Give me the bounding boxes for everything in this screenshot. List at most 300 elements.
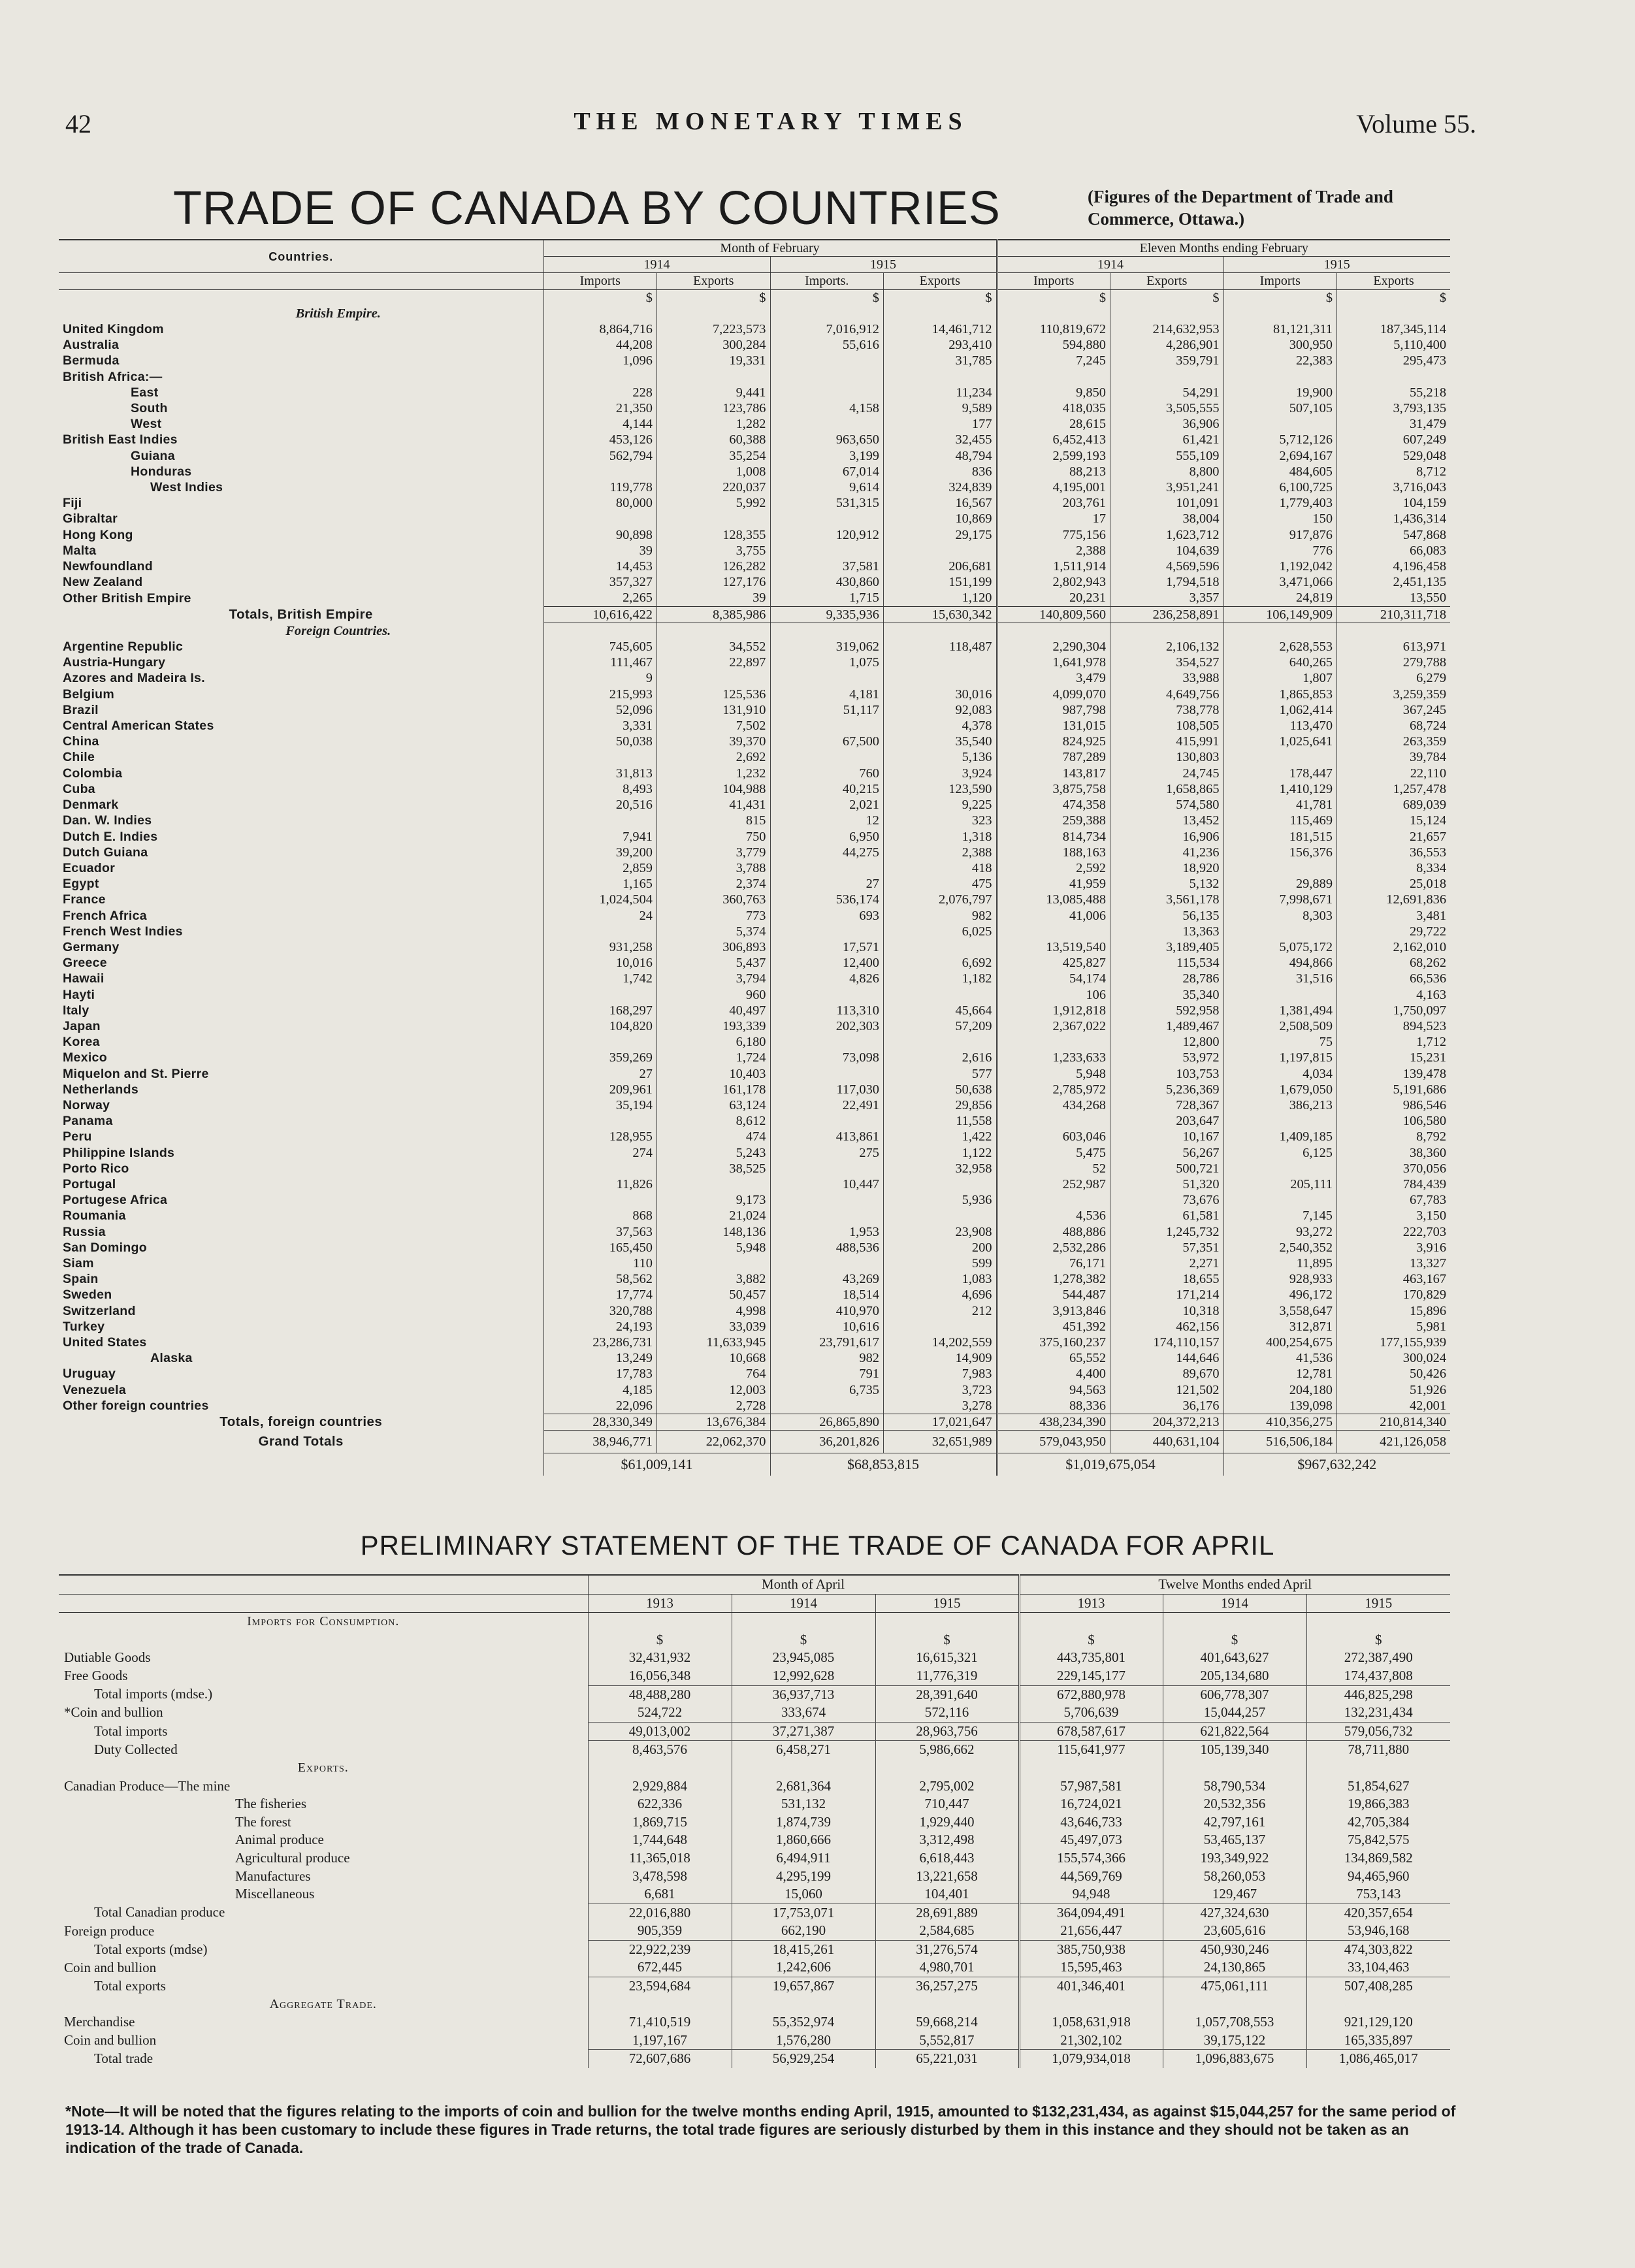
value-cell: 1,192,042 <box>1223 559 1337 574</box>
row-label: Animal produce <box>235 1832 324 1848</box>
table-row <box>59 1066 1450 1082</box>
value-cell: 35,540 <box>884 734 997 749</box>
value-cell <box>770 718 884 734</box>
value-cell: 367,245 <box>1337 702 1451 718</box>
year-header: 1913 <box>588 1594 732 1613</box>
row-label: Total imports <box>94 1723 168 1739</box>
value-cell: 17,571 <box>770 939 884 955</box>
value-cell: 462,156 <box>1110 1319 1224 1335</box>
value-cell: 18,655 <box>1110 1271 1224 1287</box>
row-label: Coin and bullion <box>64 2032 157 2049</box>
unit-cell: $ <box>997 289 1110 306</box>
value-cell: 370,056 <box>1337 1161 1451 1176</box>
value-cell: 8,463,576 <box>588 1741 732 1759</box>
value-cell: 22,922,239 <box>588 1940 732 1958</box>
value-cell: 386,213 <box>1223 1097 1337 1113</box>
value-cell: 23,594,684 <box>588 1977 732 1996</box>
year-header: 1915 <box>770 257 997 273</box>
value-cell: 1,075 <box>770 655 884 670</box>
value-cell: 531,132 <box>732 1795 875 1813</box>
empty-cell <box>1019 1613 1163 1631</box>
country-name: Other foreign countries <box>63 1399 209 1414</box>
value-cell: 37,563 <box>543 1224 657 1240</box>
value-cell: 10,016 <box>543 955 657 971</box>
value-cell: 662,190 <box>732 1922 875 1940</box>
value-cell: 14,202,559 <box>884 1335 997 1350</box>
value-cell <box>770 670 884 686</box>
value-cell: 274 <box>543 1145 657 1161</box>
value-cell: 13,550 <box>1337 590 1451 606</box>
value-cell: 1,083 <box>884 1271 997 1287</box>
country-name: Chile <box>63 750 95 765</box>
value-cell: 8,303 <box>1223 908 1337 924</box>
value-cell: 24 <box>543 908 657 924</box>
value-cell <box>770 1113 884 1129</box>
table-row <box>59 1667 1450 1685</box>
value-cell: 53,972 <box>1110 1050 1224 1065</box>
country-name: Norway <box>63 1097 110 1112</box>
value-cell: 41,959 <box>997 876 1110 892</box>
country-name: Dan. W. Indies <box>63 813 152 828</box>
value-cell: 51,320 <box>1110 1176 1224 1192</box>
unit-cell: $ <box>657 289 771 306</box>
empty-cell <box>1306 1996 1450 2014</box>
value-cell: 33,104,463 <box>1306 1958 1450 1977</box>
value-cell: 12,800 <box>1110 1034 1224 1050</box>
value-cell: 22,897 <box>657 655 771 670</box>
value-cell: 36,553 <box>1337 845 1451 860</box>
country-name: Denmark <box>63 798 119 813</box>
value-cell: 168,297 <box>543 1003 657 1018</box>
value-cell: 32,958 <box>884 1161 997 1176</box>
country-name: Turkey <box>63 1319 105 1334</box>
empty-cell <box>875 1613 1019 1631</box>
foreign-countries-section <box>59 623 1450 639</box>
value-cell <box>770 385 884 400</box>
unit-cell: $ <box>543 289 657 306</box>
table-row <box>59 1940 1450 1958</box>
country-name: British Africa:— <box>63 369 163 384</box>
value-cell: 921,129,120 <box>1306 2013 1450 2032</box>
value-cell: 7,983 <box>884 1366 997 1382</box>
value-cell: 118,487 <box>884 639 997 655</box>
value-cell: 9,335,936 <box>770 606 884 623</box>
value-cell: 236,258,891 <box>1110 606 1224 623</box>
country-name: United States <box>63 1335 147 1350</box>
value-cell <box>884 543 997 559</box>
value-cell: 52,096 <box>543 702 657 718</box>
value-cell: 3,779 <box>657 845 771 860</box>
value-cell: 9,614 <box>770 479 884 495</box>
country-name: Portugal <box>63 1176 116 1191</box>
value-cell: 2,451,135 <box>1337 574 1451 590</box>
table-row <box>59 1240 1450 1256</box>
table-row <box>59 559 1450 574</box>
country-name: Alaska <box>150 1351 193 1366</box>
value-cell: 88,213 <box>997 464 1110 479</box>
value-cell: 101,091 <box>1110 495 1224 511</box>
value-cell: 205,111 <box>1223 1176 1337 1192</box>
table-row <box>59 416 1450 432</box>
value-cell: 474 <box>657 1129 771 1144</box>
value-cell: 4,378 <box>884 718 997 734</box>
value-cell: 39,200 <box>543 845 657 860</box>
value-cell: 446,825,298 <box>1306 1685 1450 1704</box>
value-cell: 6,452,413 <box>997 432 1110 447</box>
value-cell: 2,584,685 <box>875 1922 1019 1940</box>
value-cell: 3,259,359 <box>1337 687 1451 702</box>
value-cell: 4,034 <box>1223 1066 1337 1082</box>
value-cell: 39,784 <box>1337 749 1451 765</box>
value-cell: 13,363 <box>1110 924 1224 939</box>
value-cell: 81,121,311 <box>1223 321 1337 337</box>
table-row <box>59 1082 1450 1097</box>
year-header: 1915 <box>875 1594 1019 1613</box>
value-cell: 37,581 <box>770 559 884 574</box>
country-name: Honduras <box>131 464 192 479</box>
value-cell: 113,310 <box>770 1003 884 1018</box>
value-cell <box>997 1113 1110 1129</box>
value-cell: 68,724 <box>1337 718 1451 734</box>
imports-section <box>59 1613 1450 1631</box>
value-cell: 228 <box>543 385 657 400</box>
country-name: British East Indies <box>63 432 178 447</box>
value-cell: 6,279 <box>1337 670 1451 686</box>
value-cell: 63,124 <box>657 1097 771 1113</box>
unit-cell: $ <box>588 1631 732 1649</box>
value-cell: 22,062,370 <box>657 1431 771 1453</box>
value-cell: 1,120 <box>884 590 997 606</box>
value-cell: 204,180 <box>1223 1382 1337 1398</box>
table-row <box>59 1303 1450 1319</box>
table-row <box>59 955 1450 971</box>
unit-cell: $ <box>1019 1631 1163 1649</box>
table-row <box>59 1813 1450 1832</box>
value-cell: 45,664 <box>884 1003 997 1018</box>
value-cell: 1,576,280 <box>732 2032 875 2050</box>
value-cell: 728,367 <box>1110 1097 1224 1113</box>
value-cell: 2,290,304 <box>997 639 1110 655</box>
row-label: Total exports (mdse) <box>94 1941 208 1957</box>
value-cell: 594,880 <box>997 337 1110 353</box>
empty-cell <box>1110 306 1224 321</box>
volume-label: Volume 55. <box>1356 109 1476 138</box>
value-cell <box>1223 416 1337 432</box>
value-cell: 56,135 <box>1110 908 1224 924</box>
value-cell: 507,408,285 <box>1306 1977 1450 1996</box>
value-cell: 11,776,319 <box>875 1667 1019 1685</box>
value-cell: 68,262 <box>1337 955 1451 971</box>
value-cell: 5,243 <box>657 1145 771 1161</box>
value-cell: 32,431,932 <box>588 1649 732 1667</box>
value-cell: 775,156 <box>997 527 1110 543</box>
value-cell: 252,987 <box>997 1176 1110 1192</box>
table-row <box>59 385 1450 400</box>
value-cell: 75 <box>1223 1034 1337 1050</box>
value-cell <box>657 1176 771 1192</box>
value-cell: 960 <box>657 987 771 1003</box>
value-cell: 131,910 <box>657 702 771 718</box>
table-row <box>59 400 1450 416</box>
table-row <box>59 353 1450 368</box>
value-cell <box>770 1066 884 1082</box>
value-cell: 13,519,540 <box>997 939 1110 955</box>
value-cell <box>770 369 884 385</box>
value-cell: 57,351 <box>1110 1240 1224 1256</box>
value-cell: 1,025,641 <box>1223 734 1337 749</box>
value-cell: 2,616 <box>884 1050 997 1065</box>
value-cell: 2,374 <box>657 876 771 892</box>
row-label: Manufactures <box>235 1868 311 1884</box>
value-cell: 51,854,627 <box>1306 1777 1450 1796</box>
table2-title: PRELIMINARY STATEMENT OF THE TRADE OF CANADA FOR APRIL <box>360 1530 1275 1561</box>
value-cell: 418 <box>884 860 997 876</box>
exports-section <box>59 1759 1450 1777</box>
column-header: Exports <box>1110 273 1224 289</box>
country-name: Azores and Madeira Is. <box>63 671 205 686</box>
table-row <box>59 1050 1450 1065</box>
value-cell: 12 <box>770 813 884 828</box>
exports-section-label: Exports. <box>297 1760 349 1775</box>
value-cell <box>1223 987 1337 1003</box>
table-row <box>59 1208 1450 1223</box>
country-name: Sweden <box>63 1288 112 1303</box>
value-cell: 170,829 <box>1337 1287 1451 1303</box>
table-row <box>59 464 1450 479</box>
value-cell: 12,400 <box>770 955 884 971</box>
country-name: French West Indies <box>63 924 183 939</box>
value-cell: 3,558,647 <box>1223 1303 1337 1319</box>
value-cell: 21,024 <box>657 1208 771 1223</box>
value-cell: 738,778 <box>1110 702 1224 718</box>
table-row <box>59 511 1450 526</box>
value-cell: 165,335,897 <box>1306 2032 1450 2050</box>
value-cell: 1,381,494 <box>1223 1003 1337 1018</box>
value-cell: 54,174 <box>997 971 1110 986</box>
combined-total: $967,632,242 <box>1223 1453 1450 1476</box>
value-cell: 206,681 <box>884 559 997 574</box>
value-cell: 12,691,836 <box>1337 892 1451 907</box>
value-cell: 3,278 <box>884 1398 997 1414</box>
value-cell: 1,232 <box>657 766 771 781</box>
value-cell <box>543 1192 657 1208</box>
value-cell: 2,681,364 <box>732 1777 875 1796</box>
value-cell <box>543 1034 657 1050</box>
value-cell: 440,631,104 <box>1110 1431 1224 1453</box>
country-name: Newfoundland <box>63 559 153 574</box>
period-header-row <box>59 240 1450 257</box>
value-cell: 1,122 <box>884 1145 997 1161</box>
table-row <box>59 1034 1450 1050</box>
value-cell: 204,372,213 <box>1110 1414 1224 1431</box>
value-cell: 5,712,126 <box>1223 432 1337 447</box>
value-cell: 128,955 <box>543 1129 657 1144</box>
table-row <box>59 639 1450 655</box>
value-cell: 32,651,989 <box>884 1431 997 1453</box>
value-cell: 815 <box>657 813 771 828</box>
country-name: Ecuador <box>63 860 116 875</box>
value-cell: 4,980,701 <box>875 1958 1019 1977</box>
country-name: South <box>131 401 168 416</box>
value-cell: 621,822,564 <box>1163 1722 1306 1741</box>
value-cell: 4,536 <box>997 1208 1110 1223</box>
value-cell: 3,189,405 <box>1110 939 1224 955</box>
value-cell <box>770 1208 884 1223</box>
country-name: Siam <box>63 1256 94 1271</box>
value-cell: 50,426 <box>1337 1366 1451 1382</box>
value-cell: 215,993 <box>543 687 657 702</box>
value-cell: 2,694,167 <box>1223 448 1337 464</box>
value-cell: 2,592 <box>997 860 1110 876</box>
value-cell: 48,794 <box>884 448 997 464</box>
value-cell: 13,221,658 <box>875 1868 1019 1886</box>
value-cell: 65,552 <box>997 1350 1110 1366</box>
value-cell: 463,167 <box>1337 1271 1451 1287</box>
value-cell: 8,334 <box>1337 860 1451 876</box>
value-cell <box>657 369 771 385</box>
value-cell: 488,886 <box>997 1224 1110 1240</box>
value-cell: 181,515 <box>1223 829 1337 845</box>
footnote: *Note—It will be noted that the figures relating to the imports of coin and bullion for the twelve months ending April, 1915, amounted to $132,231,434, as against $15,044,257 for the same period of 1913-14. Although it has been customary to include these figures in Trade returns, the total trade figures are seriously disturbed by them in this instance and they should not be taken as an indication of the trade of Canada. <box>65 2103 1456 2156</box>
value-cell: 300,024 <box>1337 1350 1451 1366</box>
row-label: Miscellaneous <box>235 1886 315 1902</box>
value-cell: 1,409,185 <box>1223 1129 1337 1144</box>
value-cell: 31,516 <box>1223 971 1337 986</box>
value-cell: 750 <box>657 829 771 845</box>
table-row <box>59 1885 1450 1904</box>
value-cell: 672,880,978 <box>1019 1685 1163 1704</box>
value-cell: 5,136 <box>884 749 997 765</box>
value-cell: 529,048 <box>1337 448 1451 464</box>
value-cell: 3,951,241 <box>1110 479 1224 495</box>
table-row <box>59 1977 1450 1996</box>
value-cell: 385,750,938 <box>1019 1940 1163 1958</box>
value-cell: 210,814,340 <box>1337 1414 1451 1431</box>
value-cell: 5,936 <box>884 1192 997 1208</box>
country-name: Totals, foreign countries <box>219 1415 383 1430</box>
value-cell: 6,692 <box>884 955 997 971</box>
value-cell: 42,797,161 <box>1163 1813 1306 1832</box>
unit-cell: $ <box>884 289 997 306</box>
value-cell: 10,616,422 <box>543 606 657 623</box>
value-cell: 15,595,463 <box>1019 1958 1163 1977</box>
value-cell: 10,668 <box>657 1350 771 1366</box>
value-cell: 88,336 <box>997 1398 1110 1414</box>
value-cell: 293,410 <box>884 337 997 353</box>
value-cell: 16,056,348 <box>588 1667 732 1685</box>
value-cell: 2,106,132 <box>1110 639 1224 655</box>
value-cell: 131,015 <box>997 718 1110 734</box>
value-cell: 22,383 <box>1223 353 1337 368</box>
value-cell: 2,540,352 <box>1223 1240 1337 1256</box>
country-name: Malta <box>63 543 97 558</box>
value-cell <box>1337 369 1451 385</box>
value-cell: 31,785 <box>884 353 997 368</box>
value-cell: 139,478 <box>1337 1066 1451 1082</box>
value-cell: 94,465,960 <box>1306 1868 1450 1886</box>
value-cell <box>543 987 657 1003</box>
value-cell: 67,500 <box>770 734 884 749</box>
table-row <box>59 1904 1450 1922</box>
value-cell: 3,331 <box>543 718 657 734</box>
value-cell <box>997 369 1110 385</box>
value-cell: 4,826 <box>770 971 884 986</box>
value-cell: 986,546 <box>1337 1097 1451 1113</box>
value-cell: 787,289 <box>997 749 1110 765</box>
value-cell: 57,987,581 <box>1019 1777 1163 1796</box>
value-cell: 11,558 <box>884 1113 997 1129</box>
value-cell: 474,303,822 <box>1306 1940 1450 1958</box>
value-cell: 19,866,383 <box>1306 1795 1450 1813</box>
value-cell: 39,175,122 <box>1163 2032 1306 2050</box>
value-cell: 410,356,275 <box>1223 1414 1337 1431</box>
value-cell: 3,788 <box>657 860 771 876</box>
table-row <box>59 432 1450 447</box>
unit-cell: $ <box>1306 1631 1450 1649</box>
value-cell: 1,282 <box>657 416 771 432</box>
value-cell: 11,633,945 <box>657 1335 771 1350</box>
value-cell: 7,016,912 <box>770 321 884 337</box>
value-cell: 37,271,387 <box>732 1722 875 1741</box>
value-cell: 203,647 <box>1110 1113 1224 1129</box>
value-cell: 40,215 <box>770 781 884 797</box>
value-cell: 2,265 <box>543 590 657 606</box>
value-cell: 8,864,716 <box>543 321 657 337</box>
value-cell <box>1223 1161 1337 1176</box>
country-name: Colombia <box>63 766 123 781</box>
value-cell: 24,130,865 <box>1163 1958 1306 1977</box>
table-row <box>59 718 1450 734</box>
value-cell: 333,674 <box>732 1704 875 1722</box>
table-row <box>59 1831 1450 1849</box>
value-cell: 38,946,771 <box>543 1431 657 1453</box>
value-cell: 10,318 <box>1110 1303 1224 1319</box>
value-cell: 4,158 <box>770 400 884 416</box>
value-cell: 29,856 <box>884 1097 997 1113</box>
value-cell: 1,318 <box>884 829 997 845</box>
value-cell <box>1223 1192 1337 1208</box>
value-cell: 516,506,184 <box>1223 1431 1337 1453</box>
table-row <box>59 908 1450 924</box>
value-cell: 3,357 <box>1110 590 1224 606</box>
value-cell: 143,817 <box>997 766 1110 781</box>
value-cell <box>770 1256 884 1271</box>
value-cell: 494,866 <box>1223 955 1337 971</box>
table-row <box>59 1256 1450 1271</box>
table-row <box>59 749 1450 765</box>
country-name: Spain <box>63 1272 99 1287</box>
table-row <box>59 781 1450 797</box>
row-label: Canadian Produce—The mine <box>64 1777 231 1794</box>
value-cell: 32,455 <box>884 432 997 447</box>
unit-cell: $ <box>770 289 884 306</box>
value-cell: 547,868 <box>1337 527 1451 543</box>
value-cell: 814,734 <box>997 829 1110 845</box>
table-row <box>59 1382 1450 1398</box>
value-cell: 25,018 <box>1337 876 1451 892</box>
value-cell: 41,431 <box>657 797 771 813</box>
row-label: Dutiable Goods <box>64 1649 151 1666</box>
value-cell: 1,929,440 <box>875 1813 1019 1832</box>
value-cell <box>997 1192 1110 1208</box>
unit-cell: $ <box>1163 1631 1306 1649</box>
country-name: Venezuela <box>63 1382 127 1397</box>
value-cell: 28,615 <box>997 416 1110 432</box>
table-row <box>59 924 1450 939</box>
value-cell: 2,628,553 <box>1223 639 1337 655</box>
value-cell: 28,691,889 <box>875 1904 1019 1922</box>
country-name: East <box>131 385 159 400</box>
